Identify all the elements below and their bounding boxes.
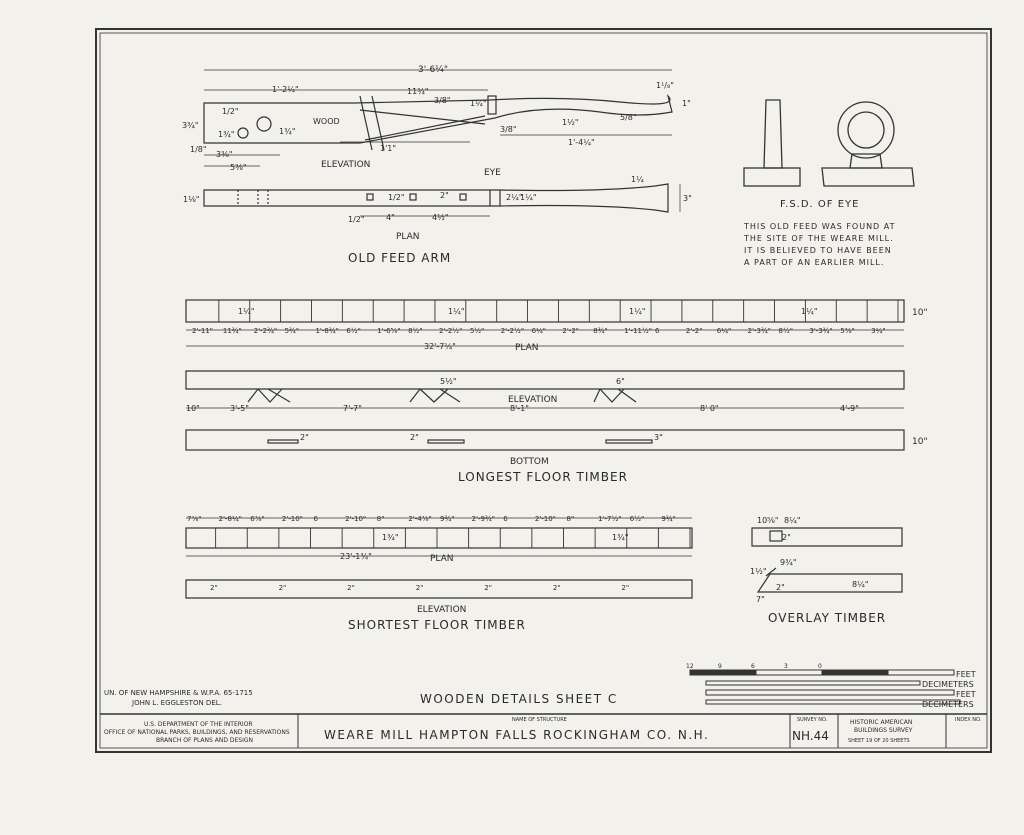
longest-plan-dim: 8½" — [408, 327, 423, 335]
feed-arm-plan-label: PLAN — [396, 232, 420, 242]
dim-label: 23'-1¾" — [340, 552, 372, 561]
feed-arm-title: OLD FEED ARM — [348, 251, 452, 265]
dim-label: 5/8" — [620, 113, 637, 122]
dim-label: 1½" — [562, 118, 579, 127]
longest-plan-dim: 2'-11" — [192, 327, 214, 335]
shortest-plan-label: PLAN — [430, 554, 454, 564]
dim-label: 10" — [912, 437, 928, 447]
dim-label: 10⅝" — [757, 516, 779, 525]
dim-label: 8¼" — [784, 516, 801, 525]
dim-label: 1¼" — [448, 307, 465, 316]
dim-label: 1¾" — [218, 130, 235, 139]
scale-tick: 12 — [686, 663, 694, 670]
shortest-plan-dim: 6⅞" — [250, 515, 265, 523]
shortest-elev-mark: 2" — [621, 584, 630, 592]
dim-label: 2" — [776, 583, 785, 592]
dim-label: 3/8" — [434, 96, 451, 105]
shortest-plan-dim: 9¾" — [661, 515, 676, 523]
dim-label: 3'-5" — [230, 404, 249, 413]
shortest-elev-mark: 2" — [484, 584, 492, 592]
dim-label: 1¼ — [631, 175, 644, 184]
longest-timber-title: LONGEST FLOOR TIMBER — [458, 470, 628, 484]
shortest-plan-dim: 8" — [566, 515, 575, 523]
shortest-plan-dim: 7⅞" — [187, 515, 202, 523]
shortest-elev-mark: 2" — [552, 584, 561, 592]
shortest-plan-dim: 6 — [503, 515, 508, 523]
longest-plan-dim: 3'-3¾" — [809, 327, 833, 335]
longest-plan-dim: 8½" — [778, 327, 793, 335]
longest-plan-dim: 5½" — [469, 327, 485, 335]
longest-plan-dim: 6½" — [346, 327, 361, 335]
dim-label: 3/8" — [500, 125, 517, 134]
shortest-plan-dim: 6½" — [629, 515, 645, 523]
shortest-plan-dim: 1'-7½" — [598, 515, 622, 523]
longest-timber-plan-dims — [192, 327, 886, 335]
shortest-plan-dim: 2'-10" — [534, 515, 556, 523]
dim-label: 1¼" — [520, 193, 537, 202]
title-block-dept: OFFICE OF NATIONAL PARKS, BUILDINGS, AND RESERVATIONS — [104, 729, 290, 736]
shortest-plan-dim: 9¾" — [440, 515, 455, 523]
dim-label: 3⅜" — [216, 150, 233, 159]
dim-label: 1/2" — [388, 193, 405, 202]
dim-label: 7" — [756, 595, 765, 604]
eye-note-line: THE SITE OF THE WEARE MILL. — [744, 234, 894, 243]
dim-label: 1'-4¼" — [568, 138, 595, 147]
shortest-elev-mark: 2" — [347, 584, 355, 592]
shortest-plan-dim: 2'-8¼" — [218, 515, 242, 523]
dim-label: 1¼" — [801, 307, 818, 316]
scale-tick: 3 — [784, 663, 788, 670]
dim-label: 1½" — [750, 567, 767, 576]
dim-label: 4" — [386, 213, 395, 222]
scale-tick: 9 — [718, 663, 722, 670]
scale-tick: 6 — [751, 663, 755, 670]
dim-label: 1¼" — [629, 307, 646, 316]
dim-label: 8¼" — [852, 580, 869, 589]
longest-timber-bottom — [186, 430, 904, 450]
shortest-timber-elevation — [186, 580, 692, 598]
dim-label: 10" — [186, 404, 200, 413]
dim-label: 3" — [654, 433, 663, 442]
longest-plan-dim: 2'-2½" — [438, 327, 463, 335]
longest-plan-dim: 2'-2" — [685, 327, 703, 335]
dim-label: 3" — [683, 194, 692, 203]
eye-note-line: THIS OLD FEED WAS FOUND AT — [744, 222, 896, 231]
longest-plan-dim: 11¾" — [222, 327, 242, 335]
dim-label: 2¼" — [506, 193, 523, 202]
scale-feet-label: FEET — [956, 670, 976, 679]
title-block-name-label: NAME OF STRUCTURE — [512, 717, 567, 723]
feed-arm-elevation-label: ELEVATION — [321, 160, 371, 170]
longest-plan-dim: 1'-8¾" — [315, 327, 339, 335]
eye-note-line: IT IS BELIEVED TO HAVE BEEN — [744, 246, 892, 255]
title-block-dept: U.S. DEPARTMENT OF THE INTERIOR — [144, 721, 253, 728]
dim-label: 32'-7¼" — [424, 342, 456, 351]
dim-label: 1¾" — [612, 533, 629, 542]
longest-plan-dim: 5¾" — [284, 327, 300, 335]
dim-label: 1" — [682, 99, 691, 108]
eye-detail-title: F.S.D. OF EYE — [780, 199, 860, 210]
shortest-elevation-label: ELEVATION — [417, 605, 467, 615]
dim-label: 1/2" — [222, 107, 239, 116]
longest-timber-plan — [186, 300, 904, 346]
dim-label: 10" — [912, 308, 928, 318]
dim-label: 7'-7" — [343, 404, 362, 413]
scale-tick: 0 — [818, 663, 822, 670]
shortest-plan-dim: 2'-4⅞" — [408, 515, 432, 523]
survey-no: NH.44 — [792, 729, 829, 743]
shortest-elev-mark: 2" — [415, 584, 424, 592]
credits-line: UN. OF NEW HAMPSHIRE & W.P.A. 65-1715 — [104, 689, 253, 697]
dim-label: 3¾" — [182, 121, 199, 130]
dim-label: 2" — [440, 191, 449, 200]
dim-label: 9¾" — [780, 558, 797, 567]
shortest-plan-dim: 2'-10" — [345, 515, 367, 523]
eye-detail — [744, 100, 914, 186]
habs-label: HISTORIC AMERICAN — [850, 719, 913, 726]
sheet-title: WOODEN DETAILS SHEET C — [420, 692, 618, 706]
longest-plan-dim: 6¼" — [716, 327, 732, 335]
dim-label: 1¾" — [382, 533, 399, 542]
shortest-plan-dim: 2'-10" — [281, 515, 303, 523]
dim-label: 8' 0" — [700, 404, 719, 413]
eye-note-line: A PART OF AN EARLIER MILL. — [744, 258, 885, 267]
credits-line: JOHN L. EGGLESTON DEL. — [132, 699, 222, 707]
longest-plan-dim: 6¼" — [531, 327, 547, 335]
title-block-dept: BRANCH OF PLANS AND DESIGN — [156, 737, 253, 744]
inner-border — [100, 33, 987, 748]
dim-label: 4'-9" — [840, 404, 859, 413]
sheet-number: SHEET 19 OF 20 SHEETS — [848, 738, 910, 744]
dim-label: 1'1" — [380, 144, 397, 153]
index-no-label: INDEX NO. — [955, 717, 982, 723]
scale-feet-label: FEET — [956, 690, 976, 699]
shortest-elev-mark: 2" — [210, 584, 218, 592]
scale-decimeters-label: DECIMETERS — [922, 680, 974, 689]
longest-plan-dim: 8¾" — [593, 327, 608, 335]
habs-label: BUILDINGS SURVEY — [854, 727, 913, 734]
shortest-plan-dim: 6 — [313, 515, 318, 523]
scale-bars — [690, 670, 960, 704]
shortest-elevation-marks — [210, 584, 629, 592]
dim-label: 4½" — [432, 213, 449, 222]
overlay-timber — [752, 528, 902, 592]
dim-label: 3'-6¼" — [418, 65, 449, 75]
overlay-timber-title: OVERLAY TIMBER — [768, 611, 887, 625]
dim-label: 2" — [410, 433, 419, 442]
dim-label: 1¼" — [470, 99, 487, 108]
dim-label: 1'-2¼" — [272, 85, 299, 94]
dim-label: 1⅛" — [183, 195, 200, 204]
structure-name: WEARE MILL HAMPTON FALLS ROCKINGHAM CO. N.H. — [324, 728, 710, 742]
dim-label: 2" — [782, 533, 791, 542]
dim-label: 11¾" — [407, 87, 429, 96]
scale-decimeters-label: DECIMETERS — [922, 700, 974, 709]
dim-label: 5½" — [440, 377, 457, 386]
longest-timber-ticks — [219, 300, 898, 322]
shortest-plan-dim: 2'-9¾" — [471, 515, 495, 523]
longest-plan-dim: 1'-11½" — [624, 327, 653, 335]
longest-plan-label: PLAN — [515, 343, 539, 353]
dim-label: 1¾" — [279, 127, 296, 136]
eye-label: EYE — [484, 168, 501, 178]
dim-label: 1¼" — [238, 307, 255, 316]
longest-plan-dim: 1'-6⅝" — [377, 327, 401, 335]
dim-label: 8'-1" — [510, 404, 529, 413]
survey-no-label: SURVEY NO. — [797, 717, 828, 723]
dim-label: 1¹/₈" — [656, 81, 674, 90]
feed-arm-plan — [204, 184, 680, 216]
longest-plan-dim: 2'-2¾" — [253, 327, 278, 335]
longest-plan-dim: 2'-2" — [562, 327, 580, 335]
dim-label: 1/8" — [190, 145, 207, 154]
longest-plan-dim: 5⅜" — [840, 327, 855, 335]
dim-label: 6" — [616, 377, 625, 386]
shortest-plan-dim: 8" — [376, 515, 385, 523]
wood-label: WOOD — [313, 117, 340, 126]
dim-label: 2" — [300, 433, 309, 442]
longest-plan-dim: 2'-2½" — [500, 327, 525, 335]
longest-elevation-label: ELEVATION — [508, 395, 558, 405]
dim-label: 1/2" — [348, 215, 365, 224]
longest-plan-dim: 2'-3¾" — [747, 327, 772, 335]
shortest-timber-title: SHORTEST FLOOR TIMBER — [348, 618, 526, 632]
longest-plan-dim: 3¼" — [871, 327, 886, 335]
shortest-elev-mark: 2" — [278, 584, 287, 592]
bottom-label: BOTTOM — [510, 457, 549, 467]
dim-label: 5⅜" — [230, 163, 247, 172]
longest-plan-dim: 6 — [655, 327, 660, 335]
shortest-timber-plan-dims — [187, 515, 676, 523]
